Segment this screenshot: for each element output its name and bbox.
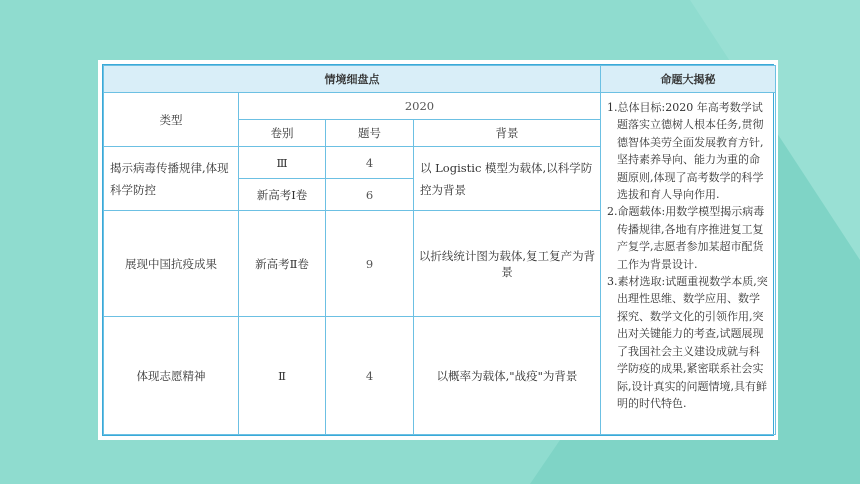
- row-paper: 新高考Ⅰ卷: [239, 179, 326, 211]
- row-paper: 新高考Ⅱ卷: [239, 211, 326, 317]
- year-header: 2020: [239, 93, 601, 120]
- col-question-header: 题号: [326, 120, 414, 147]
- row-type: 展现中国抗疫成果: [104, 211, 239, 317]
- row-type: 揭示病毒传播规律,体现科学防控: [104, 147, 239, 211]
- reveal-point-2: 2.命题载体:用数学模型揭示病毒传播规律,各地有序推进复工复产复学,志愿者参加某超市配货工作为背景设计.: [607, 205, 765, 271]
- col-type-header: 类型: [104, 93, 239, 147]
- row-question: 4: [326, 317, 414, 435]
- table-frame: [102, 64, 774, 436]
- reveal-point-1: 1.总体目标:2020 年高考数学试题落实立德树人根本任务,贯彻德智体美劳全面发展教育方针,坚持素养导向、能力为重的命题原则,体现了高考数学的科学选拔和育人导向作用.: [607, 101, 764, 202]
- content-card: [98, 60, 778, 440]
- col-background-header: 背景: [414, 120, 601, 147]
- row-paper: Ⅱ: [239, 317, 326, 435]
- row-background: 以折线统计图为载体,复工复产为背景: [414, 211, 601, 317]
- row-paper: Ⅲ: [239, 147, 326, 179]
- row-background: 以 Logistic 模型为载体,以科学防控为背景: [414, 147, 601, 211]
- reveal-point-3: 3.素材选取:试题重视数学本质,突出理性思维、数学应用、数学探究、数学文化的引领作用,突出对关键能力的考查,试题展现了我国社会主义建设成就与科学防疫的成果,紧密联系社会实际,设计真实的问题情境,具有鲜明的时代特色.: [607, 275, 768, 410]
- summary-table: [103, 65, 776, 435]
- row-question: 4: [326, 147, 414, 179]
- header-situation: 情境细盘点: [104, 66, 601, 93]
- row-question: 9: [326, 211, 414, 317]
- row-question: 6: [326, 179, 414, 211]
- row-type: 体现志愿精神: [104, 317, 239, 435]
- col-paper-header: 卷别: [239, 120, 326, 147]
- row-background: 以概率为载体,"战疫"为背景: [414, 317, 601, 435]
- header-reveal: 命题大揭秘: [601, 66, 776, 93]
- reveal-cell: [601, 93, 776, 435]
